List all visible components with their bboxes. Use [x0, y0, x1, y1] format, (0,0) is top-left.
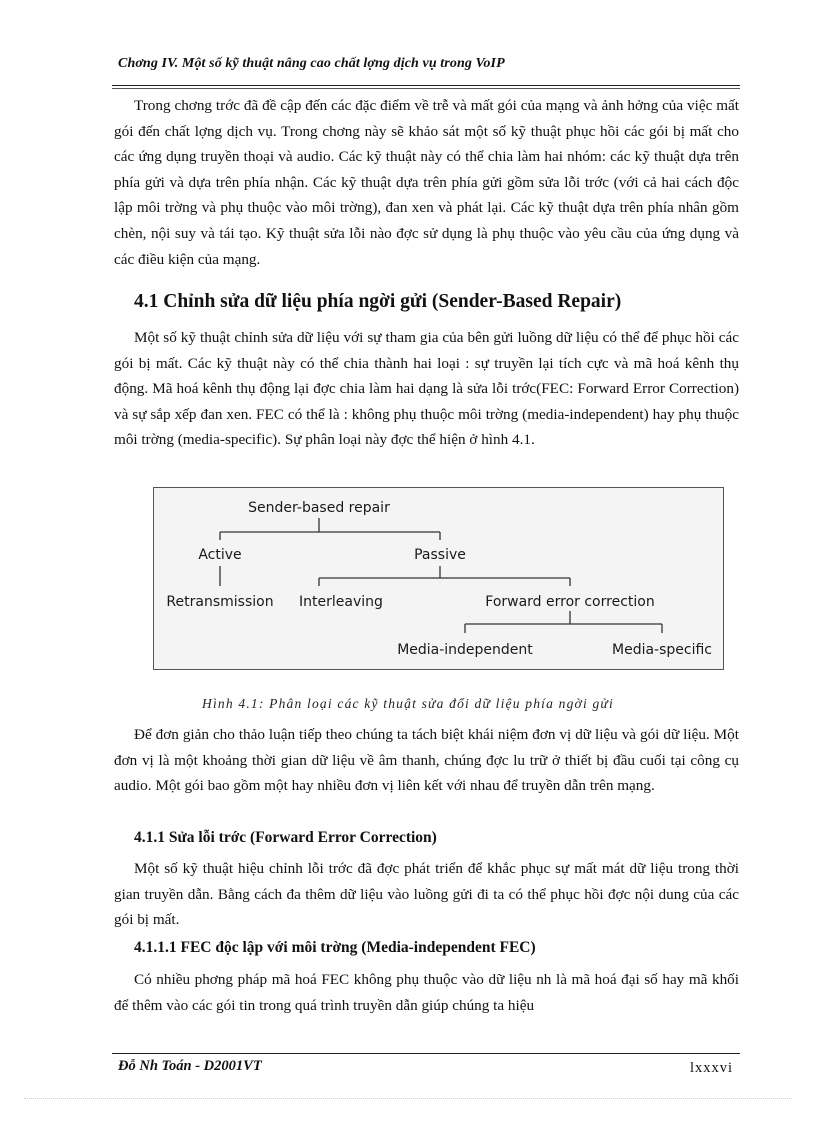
figure-caption: Hình 4.1: Phân loại các kỹ thuật sửa đổi dữ liệu phía ngời gửi	[202, 696, 614, 711]
node-media-independent: Media-independent	[397, 642, 533, 658]
section-4-1-1-heading: 4.1.1 Sửa lỗi trớc (Forward Error Correction)	[134, 829, 437, 846]
footer-rule	[112, 1053, 740, 1054]
page-edge-dotted-line	[24, 1098, 792, 1099]
node-forward-error-correction: Forward error correction	[485, 594, 655, 610]
node-retransmission: Retransmission	[166, 594, 274, 610]
footer-author: Đỗ Nh Toán - D2001VT	[118, 1058, 262, 1074]
section-4-1-1-1-heading: 4.1.1.1 FEC độc lập với môi trờng (Media-independent FEC)	[134, 939, 536, 956]
section-4-1-paragraph: Một số kỹ thuật chỉnh sửa dữ liệu với sự tham gia của bên gửi luồng dữ liệu có thể để phục hồi các gói bị mất. Các kỹ thuật này có thể chia thành hai loại : sự truyền lại tích cực và mã hoá kênh thụ động. Mã hoá kênh thụ động lại đợc chia làm hai dạng là sửa lỗi trớc(FEC: Forward Error Correction) và sự sắp xếp đan xen. FEC có thể là : không phụ thuộc môi trờng (media-independent) hay phụ thuộc môi trờng (media-specific). Sự phân loại này đợc thể hiện ở hình 4.1.	[114, 329, 739, 449]
node-active: Active	[198, 547, 242, 563]
intro-paragraph: Trong chơng trớc đã đề cập đến các đặc điểm về trễ và mất gói của mạng và ảnh hởng của việc mất gói đến chất lợng dịch vụ. Trong chơng này sẽ khảo sát một số kỹ thuật phục hồi các gói bị mất cho các ứng dụng truyền thoại và audio. Các kỹ thuật này có thể chia làm hai nhóm: các kỹ thuật dựa trên phía gửi và dựa trên phía nhận. Các kỹ thuật dựa trên phía gửi gồm sửa lỗi trớc (với cả hai cách độc lập môi trờng và phụ thuộc vào môi trờng), đan xen và phát lại. Các kỹ thuật dựa trên phía nhân gồm chèn, nội suy và tái tạo. Kỹ thuật sửa lỗi nào đợc sử dụng là phụ thuộc vào yêu cầu của ứng dụng và các điều kiện của mạng.	[114, 97, 739, 268]
header-rule-thin	[112, 88, 740, 89]
tree-connectors	[220, 518, 662, 633]
section-4-1-heading: 4.1 Chỉnh sửa dữ liệu phía ngời gửi (Sender-Based Repair)	[134, 291, 622, 312]
figure-4-1	[153, 487, 724, 670]
sender-repair-tree-diagram	[154, 488, 722, 668]
header-rule	[112, 85, 740, 86]
node-interleaving: Interleaving	[299, 594, 383, 610]
section-4-1-1-paragraph: Một số kỹ thuật hiệu chỉnh lỗi trớc đã đợc phát triển để khắc phục sự mất mát dữ liệu trong thời gian truyền dẫn. Bằng cách đa thêm dữ liệu vào luồng gửi đi ta có thể phục hồi đợc nội dung của các gói bị mất.	[114, 860, 739, 929]
section-4-1-1-1-paragraph: Có nhiều phơng pháp mã hoá FEC không phụ thuộc vào dữ liệu nh là mã hoá đại số hay mã khối để thêm vào các gói tin trong quá trình truyền dẫn giúp chúng ta hiệu	[114, 971, 739, 1014]
page-number: lxxxvi	[690, 1060, 734, 1076]
running-header: Chơng IV. Một số kỹ thuật nâng cao chất lợng dịch vụ trong VoIP	[118, 56, 505, 71]
after-figure-paragraph: Để đơn giản cho thảo luận tiếp theo chúng ta tách biệt khái niệm đơn vị dữ liệu và gói dữ liệu. Một đơn vị là một khoảng thời gian dữ liệu về âm thanh, chúng đợc lu trữ ở thiết bị đầu cuối tại công cụ audio. Một gói bao gồm một hay nhiều đơn vị liên kết với nhau để truyền dẫn trên mạng.	[114, 726, 739, 795]
node-media-specific: Media-specific	[612, 642, 712, 658]
node-passive: Passive	[414, 547, 466, 563]
node-sender-based-repair: Sender-based repair	[248, 500, 390, 516]
